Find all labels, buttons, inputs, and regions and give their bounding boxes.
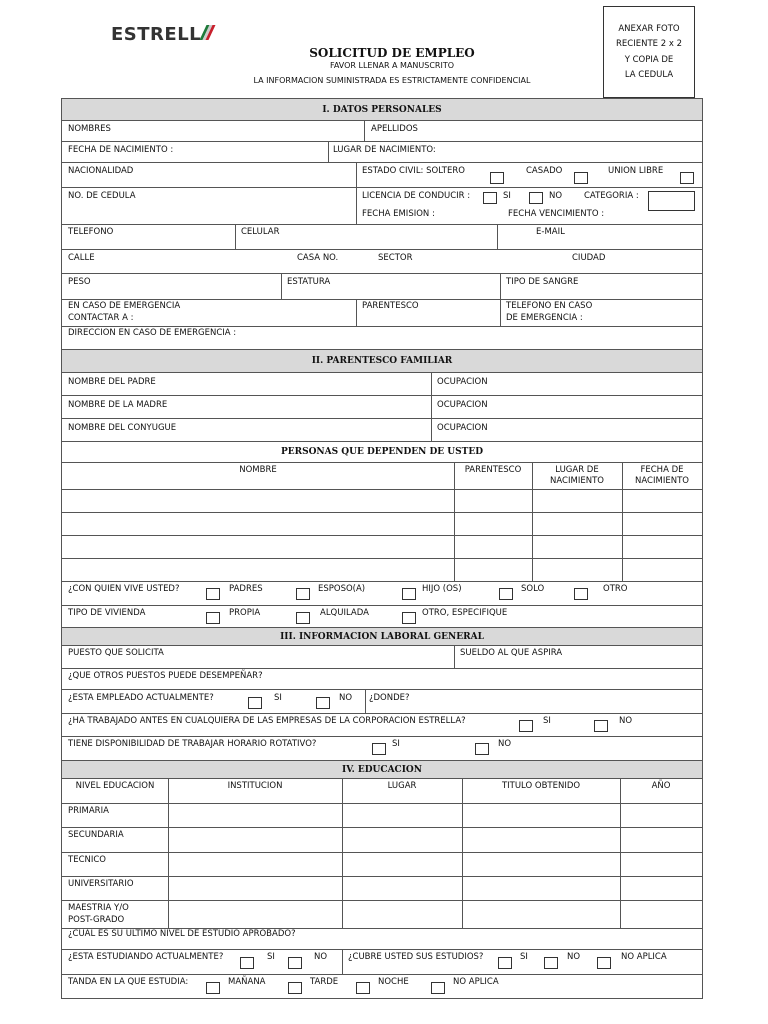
row-direccion: CALLE CASA NO. SECTOR CIUDAD — [62, 250, 702, 274]
dependiente-row[interactable] — [62, 559, 702, 582]
row-telefono: TELEFONO CELULAR E-MAIL — [62, 225, 702, 250]
cubre-si-checkbox[interactable] — [498, 957, 512, 969]
photo-box[interactable]: ANEXAR FOTO RECIENTE 2 x 2 Y COPIA DE LA CEDULA — [603, 6, 695, 98]
categoria-field[interactable] — [648, 191, 695, 211]
section-parentesco-familiar: II. PARENTESCO FAMILIAR — [62, 350, 702, 373]
estudiando-si-checkbox[interactable] — [240, 957, 254, 969]
educacion-row[interactable]: SECUNDARIA — [62, 828, 702, 853]
casado-checkbox[interactable] — [574, 172, 588, 184]
row-dir-emergencia: DIRECCION EN CASO DE EMERGENCIA : — [62, 327, 702, 350]
cubre-no-aplica-checkbox[interactable] — [597, 957, 611, 969]
dependientes-heading: PERSONAS QUE DEPENDEN DE USTED — [62, 442, 702, 463]
dependiente-row[interactable] — [62, 513, 702, 536]
section-educacion: IV. EDUCACION — [62, 761, 702, 779]
estudiando-no-checkbox[interactable] — [288, 957, 302, 969]
row-empleado: ¿ESTA EMPLEADO ACTUALMENTE? SI NO ¿DONDE? — [62, 690, 702, 714]
row-tanda: TANDA EN LA QUE ESTUDIA: MAÑANA TARDE NOCHE NO APLICA — [62, 975, 702, 999]
row-madre: NOMBRE DE LA MADRE OCUPACION — [62, 396, 702, 419]
row-rotativo: TIENE DISPONIBILIDAD DE TRABAJAR HORARIO ROTATIVO? SI NO — [62, 737, 702, 761]
otro-vivienda-checkbox[interactable] — [402, 612, 416, 624]
empleado-si-checkbox[interactable] — [248, 697, 262, 709]
alquilada-checkbox[interactable] — [296, 612, 310, 624]
row-nacimiento: FECHA DE NACIMIENTO : LUGAR DE NACIMIENTO: — [62, 142, 702, 163]
row-cedula: NO. DE CEDULA LICENCIA DE CONDUCIR : SI NO CATEGORIA : FECHA EMISION : FECHA VENCIMIENTO : — [62, 188, 702, 225]
solo-checkbox[interactable] — [499, 588, 513, 600]
educacion-row[interactable]: TECNICO — [62, 853, 702, 877]
otro-checkbox[interactable] — [574, 588, 588, 600]
union-libre-checkbox[interactable] — [680, 172, 694, 184]
row-ultimo-nivel: ¿CUAL ES SU ULTIMO NIVEL DE ESTUDIO APROBADO? — [62, 929, 702, 950]
brand-logo: ESTRELL — [111, 24, 212, 45]
tarde-checkbox[interactable] — [288, 982, 302, 994]
dependientes-header: NOMBRE PARENTESCO LUGAR DE NACIMIENTO FECHA DE NACIMIENTO — [62, 463, 702, 490]
rotativo-no-checkbox[interactable] — [475, 743, 489, 755]
row-padre: NOMBRE DEL PADRE OCUPACION — [62, 373, 702, 396]
educacion-header: NIVEL EDUCACION INSTITUCION LUGAR TITULO OBTENIDO AÑO — [62, 779, 702, 804]
page-title: SOLICITUD DE EMPLEO — [309, 46, 475, 60]
educacion-row[interactable]: UNIVERSITARIO — [62, 877, 702, 901]
row-puesto: PUESTO QUE SOLICITA SUELDO AL QUE ASPIRA — [62, 646, 702, 669]
subtitle-confidencial: LA INFORMACION SUMINISTRADA ES ESTRICTAMENTE CONFIDENCIAL — [253, 76, 531, 85]
section-informacion-laboral: III. INFORMACION LABORAL GENERAL — [62, 628, 702, 646]
trabajado-si-checkbox[interactable] — [519, 720, 533, 732]
rotativo-si-checkbox[interactable] — [372, 743, 386, 755]
dependiente-row[interactable] — [62, 536, 702, 559]
educacion-row[interactable]: PRIMARIA — [62, 804, 702, 828]
row-emergencia: EN CASO DE EMERGENCIA CONTACTAR A : PARENTESCO TELEFONO EN CASO DE EMERGENCIA : — [62, 300, 702, 327]
padres-checkbox[interactable] — [206, 588, 220, 600]
row-otros-puestos: ¿QUE OTROS PUESTOS PUEDE DESEMPEÑAR? — [62, 669, 702, 690]
row-nacionalidad: NACIONALIDAD ESTADO CIVIL: SOLTERO CASADO UNION LIBRE — [62, 163, 702, 188]
tanda-no-aplica-checkbox[interactable] — [431, 982, 445, 994]
row-nombres: NOMBRES APELLIDOS — [62, 121, 702, 142]
licencia-si-checkbox[interactable] — [483, 192, 497, 204]
row-trabajado: ¿HA TRABAJADO ANTES EN CUALQUIERA DE LAS EMPRESAS DE LA CORPORACION ESTRELLA? SI NO — [62, 714, 702, 737]
cubre-no-checkbox[interactable] — [544, 957, 558, 969]
logo-mark-icon — [202, 26, 212, 40]
licencia-no-checkbox[interactable] — [529, 192, 543, 204]
subtitle-manuscrito: FAVOR LLENAR A MANUSCRITO — [329, 61, 455, 70]
dependiente-row[interactable] — [62, 490, 702, 513]
manana-checkbox[interactable] — [206, 982, 220, 994]
empleado-no-checkbox[interactable] — [316, 697, 330, 709]
trabajado-no-checkbox[interactable] — [594, 720, 608, 732]
row-vivienda: TIPO DE VIVIENDA PROPIA ALQUILADA OTRO, ESPECIFIQUE — [62, 606, 702, 628]
row-vive: ¿CON QUIEN VIVE USTED? PADRES ESPOSO(A) HIJO (OS) SOLO OTRO — [62, 582, 702, 606]
noche-checkbox[interactable] — [356, 982, 370, 994]
soltero-checkbox[interactable] — [490, 172, 504, 184]
propia-checkbox[interactable] — [206, 612, 220, 624]
section-datos-personales: I. DATOS PERSONALES — [62, 99, 702, 121]
esposo-checkbox[interactable] — [296, 588, 310, 600]
row-conyugue: NOMBRE DEL CONYUGUE OCUPACION — [62, 419, 702, 442]
row-estudiando: ¿ESTA ESTUDIANDO ACTUALMENTE? SI NO ¿CUBRE USTED SUS ESTUDIOS? SI NO NO APLICA — [62, 950, 702, 975]
hijo-checkbox[interactable] — [402, 588, 416, 600]
row-peso: PESO ESTATURA TIPO DE SANGRE — [62, 274, 702, 300]
application-form — [61, 98, 703, 999]
educacion-row[interactable]: MAESTRIA Y/O POST-GRADO — [62, 901, 702, 929]
